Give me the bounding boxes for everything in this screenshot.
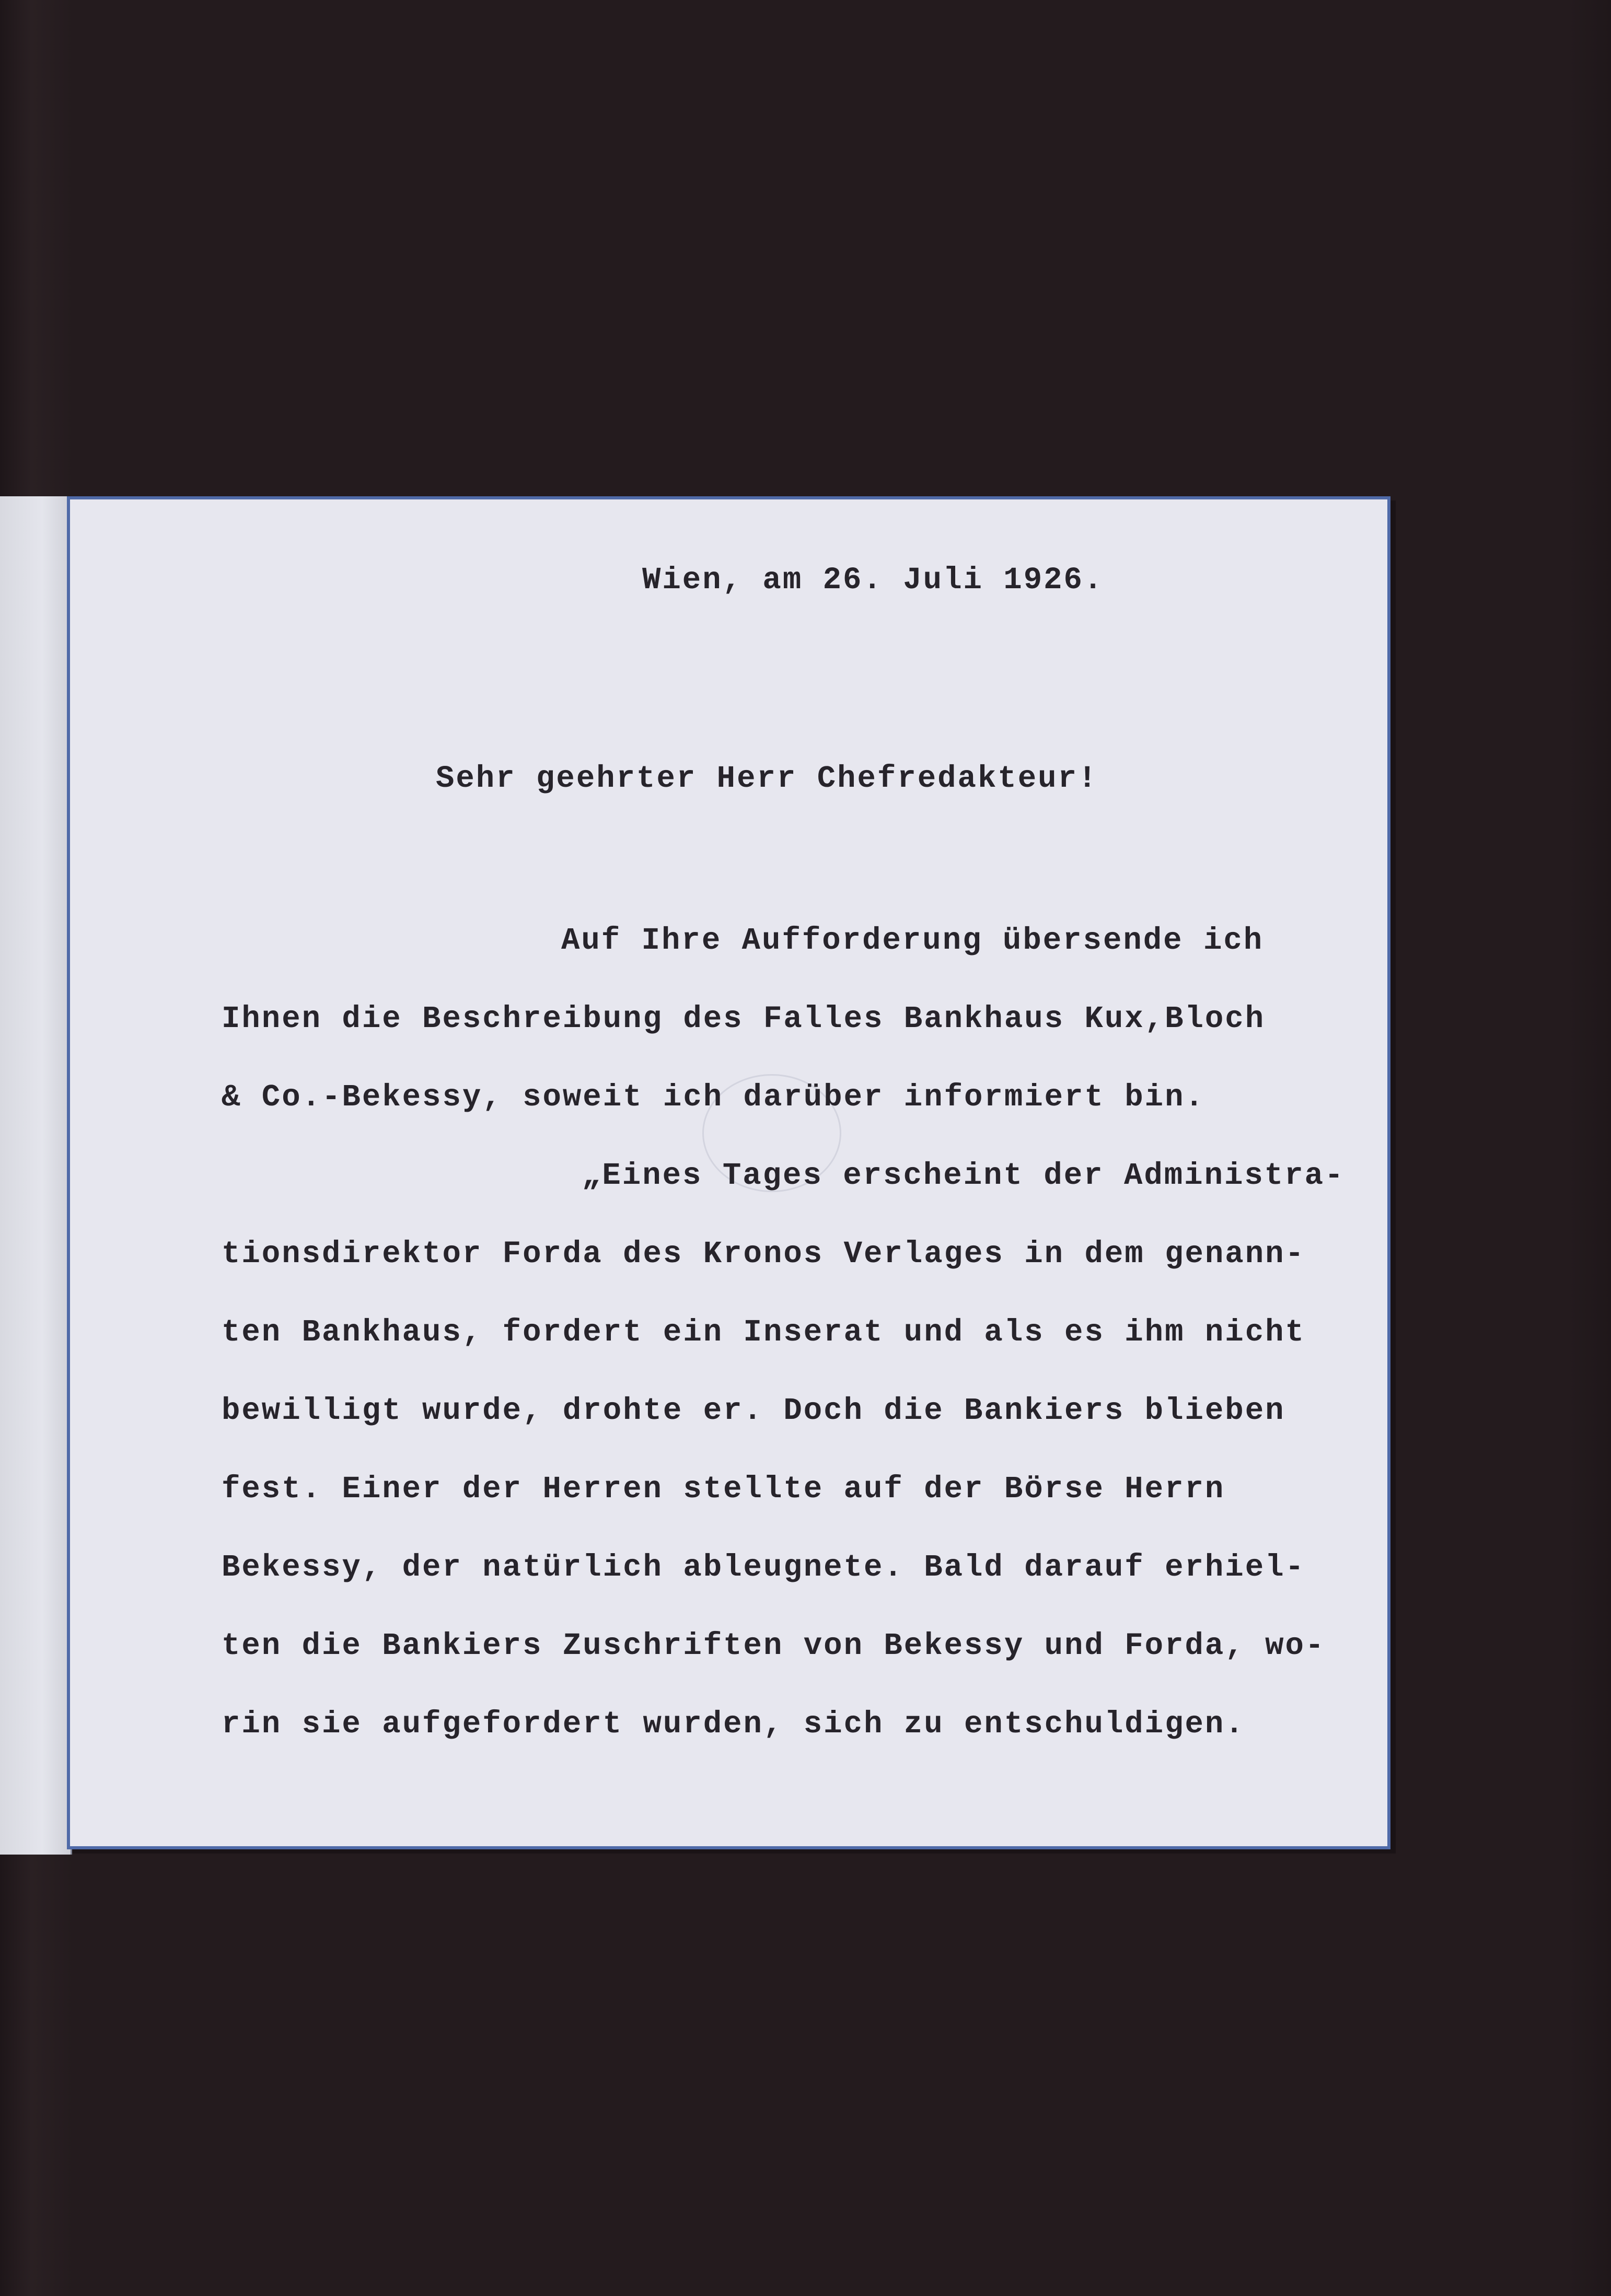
letter-line: Ihnen die Beschreibung des Falles Bankhaus Kux,Bloch (222, 1001, 1266, 1036)
letter-line: ten Bankhaus, fordert ein Inserat und als es ihm nicht (222, 1315, 1305, 1350)
letter-line: ten die Bankiers Zuschriften von Bekessy und Forda, wo- (222, 1628, 1326, 1663)
salutation: Sehr geehrter Herr Chefredakteur! (436, 761, 1098, 796)
letter-line: & Co.-Bekessy, soweit ich darüber informiert bin. (222, 1080, 1205, 1115)
letter-line: „Eines Tages erscheint der Administra- (582, 1158, 1345, 1193)
letter-line: bewilligt wurde, drohte er. Doch die Bankiers blieben (222, 1393, 1285, 1428)
adjacent-page-edge (0, 496, 72, 1855)
letter-line: Auf Ihre Aufforderung übersende ich (561, 923, 1264, 958)
date-line: Wien, am 26. Juli 1926. (642, 563, 1104, 598)
letter-line: tionsdirektor Forda des Kronos Verlages in dem genann- (222, 1237, 1305, 1272)
letter-line: rin sie aufgefordert wurden, sich zu entschuldigen. (222, 1707, 1245, 1742)
letter-line: fest. Einer der Herren stellte auf der Börse Herrn (222, 1472, 1225, 1507)
letter-line: Bekessy, der natürlich ableugnete. Bald darauf erhiel- (222, 1550, 1305, 1585)
letter-sheet (67, 496, 1390, 1849)
